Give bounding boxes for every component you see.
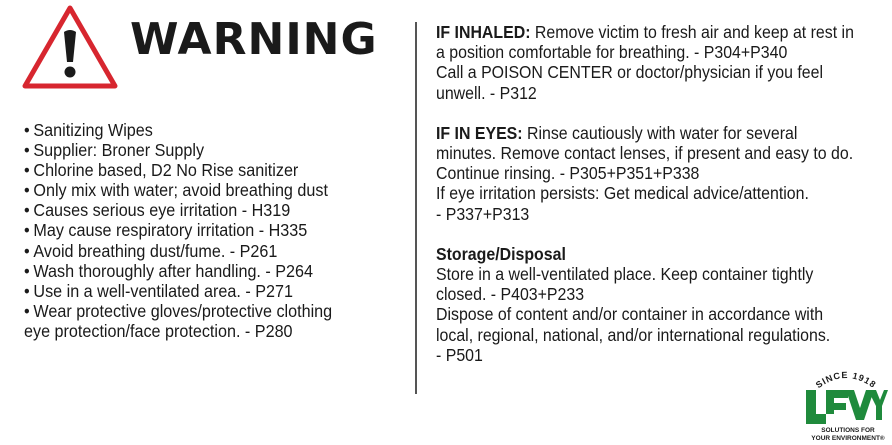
logo-since: SINCE 1918: [813, 369, 879, 391]
hazard-item: • May cause respiratory irritation - H335: [24, 220, 308, 241]
hazard-item: eye protection/face protection. - P280: [24, 320, 293, 341]
storage-line: Dispose of content and/or container in accordance with: [436, 304, 824, 325]
eyes-heading: IF IN EYES:: [436, 122, 523, 143]
inhaled-line: a position comfortable for breathing. - P304+P340: [436, 42, 788, 63]
hazard-item: • Wear protective gloves/protective clothing: [24, 300, 333, 321]
hazard-item: • Avoid breathing dust/fume. - P261: [24, 240, 278, 261]
levy-logo: [804, 364, 888, 442]
warning-triangle-icon: [20, 2, 120, 92]
inhaled-heading: IF INHALED:: [436, 22, 531, 42]
hazard-list: [24, 120, 372, 341]
storage-line: local, regional, national, and/or international regulations.: [436, 324, 831, 345]
logo-tagline-1: SOLUTIONS FOR: [821, 427, 875, 434]
inhaled-line: Call a POISON CENTER or doctor/physician if you feel: [436, 62, 824, 83]
eyes-line: IF IN EYES: Rinse cautiously with water for several: [436, 122, 798, 143]
inhaled-line: IF INHALED: Remove victim to fresh air and keep at rest in: [436, 22, 854, 42]
hazard-item: • Only mix with water; avoid breathing dust: [24, 180, 328, 201]
storage-line: Store in a well-ventilated place. Keep container tightly: [436, 264, 814, 285]
hazard-item: • Wash thoroughly after handling. - P264: [24, 260, 314, 281]
logo-tagline-2: YOUR ENVIRONMENT®: [811, 435, 885, 442]
inhaled-line: unwell. - P312: [436, 82, 537, 103]
svg-text:SINCE 1918: [814, 370, 878, 390]
hazard-item: • Sanitizing Wipes: [24, 120, 153, 140]
eyes-line: Continue rinsing. - P305+P351+P338: [436, 163, 700, 184]
storage-line: closed. - P403+P233: [436, 284, 585, 305]
eyes-line: minutes. Remove contact lenses, if present and easy to do.: [436, 143, 854, 164]
eyes-line: - P337+P313: [436, 203, 530, 224]
eyes-line: If eye irritation persists: Get medical advice/attention.: [436, 183, 809, 204]
hazard-item: • Causes serious eye irritation - H319: [24, 200, 291, 221]
hazard-item: • Chlorine based, D2 No Rise sanitizer: [24, 160, 299, 181]
column-divider: [415, 22, 417, 394]
storage-line: - P501: [436, 344, 483, 365]
storage-heading: Storage/Disposal: [436, 243, 566, 264]
precautions-column: [436, 22, 871, 365]
warning-title: WARNING: [130, 14, 378, 65]
hazard-item: • Supplier: Broner Supply: [24, 140, 205, 161]
hazard-item: • Use in a well-ventilated area. - P271: [24, 280, 293, 301]
